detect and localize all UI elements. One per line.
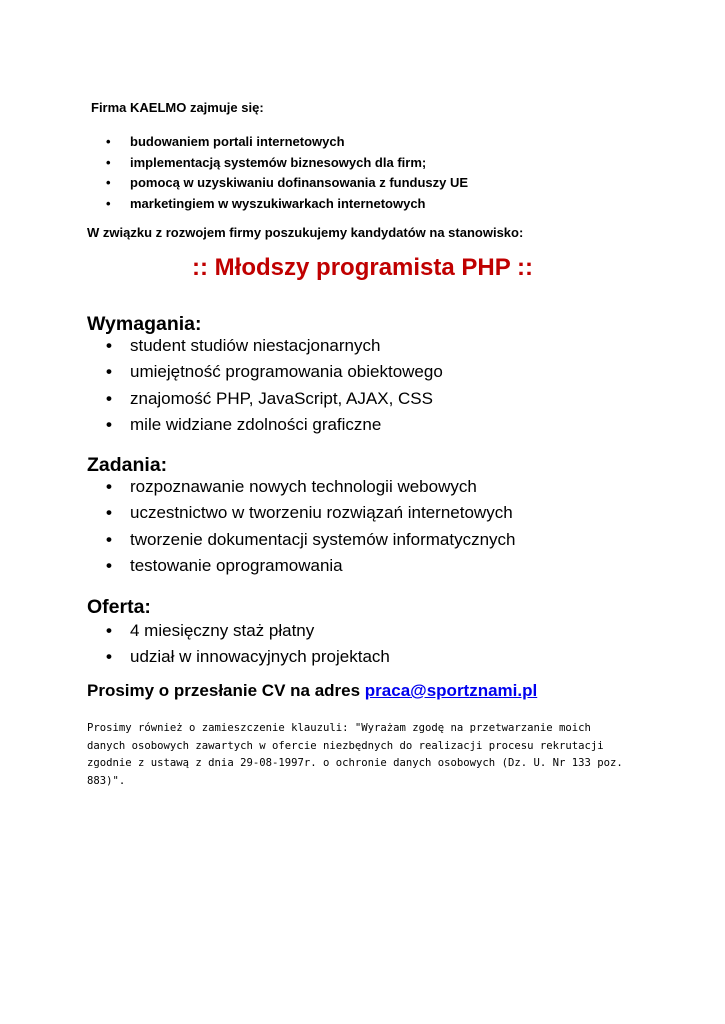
email-link[interactable]: praca@sportznami.pl [364, 681, 538, 700]
list-item: • implementacją systemów biznesowych dla firm; [106, 153, 468, 174]
consent-clause: Prosimy również o zamieszczenie klauzuli: "Wyrażam zgodę na przetwarzanie moich danych osobowych zawartych w ofercie niezbędnych do realizacji procesu rekrutacji zgodnie z ustawą z dnia 29-08-1997r. o ochronie danych osobowych (Dz. U. Nr 133 poz. 883)". [87, 722, 623, 787]
tasks-heading: Zadania: [87, 454, 168, 476]
intro-heading: Firma KAELMO zajmuje się: [91, 100, 264, 115]
list-item: • tworzenie dokumentacji systemów informatycznych [106, 527, 515, 553]
offer-list [106, 618, 390, 671]
list-item: • mile widziane zdolności graficzne [106, 412, 443, 438]
bullet-icon: • [106, 647, 112, 667]
list-item: • student studiów niestacjonarnych [106, 333, 443, 359]
company-activities-list [106, 132, 468, 214]
job-title: :: Młodszy programista PHP :: [192, 254, 533, 281]
list-item: • uczestnictwo w tworzeniu rozwiązań internetowych [106, 500, 515, 526]
requirements-list [106, 333, 443, 438]
bullet-icon: • [106, 621, 112, 640]
bullet-icon: • [106, 362, 112, 382]
bullet-icon: • [106, 503, 112, 523]
bullet-icon: • [106, 154, 111, 170]
list-item: • rozpoznawanie nowych technologii webowych [106, 474, 515, 500]
bullet-icon: • [106, 555, 112, 575]
bullet-icon: • [106, 388, 112, 408]
search-intro-line: W związku z rozwojem firmy poszukujemy kandydatów na stanowisko: [87, 225, 524, 240]
requirements-heading: Wymagania: [87, 313, 202, 335]
list-item: • budowaniem portali internetowych [106, 132, 468, 153]
cv-request-line: Prosimy o przesłanie CV na adres praca@sportznami.pl [87, 681, 538, 700]
list-item: • udział w innowacyjnych projektach [106, 644, 390, 670]
tasks-list [106, 474, 515, 579]
bullet-icon: • [106, 134, 111, 149]
offer-heading: Oferta: [87, 596, 151, 618]
list-item: • pomocą w uzyskiwaniu dofinansowania z funduszy UE [106, 173, 468, 194]
list-item: • znajomość PHP, JavaScript, AJAX, CSS [106, 386, 443, 412]
list-item: • 4 miesięczny staż płatny [106, 618, 390, 644]
bullet-icon: • [106, 195, 111, 211]
bullet-icon: • [106, 414, 112, 434]
list-item: • umiejętność programowania obiektowego [106, 359, 443, 385]
list-item: • marketingiem w wyszukiwarkach internetowych [106, 194, 468, 215]
bullet-icon: • [106, 175, 111, 190]
bullet-icon: • [106, 336, 112, 355]
bullet-icon: • [106, 477, 112, 496]
bullet-icon: • [106, 529, 112, 549]
list-item: • testowanie oprogramowania [106, 553, 515, 579]
